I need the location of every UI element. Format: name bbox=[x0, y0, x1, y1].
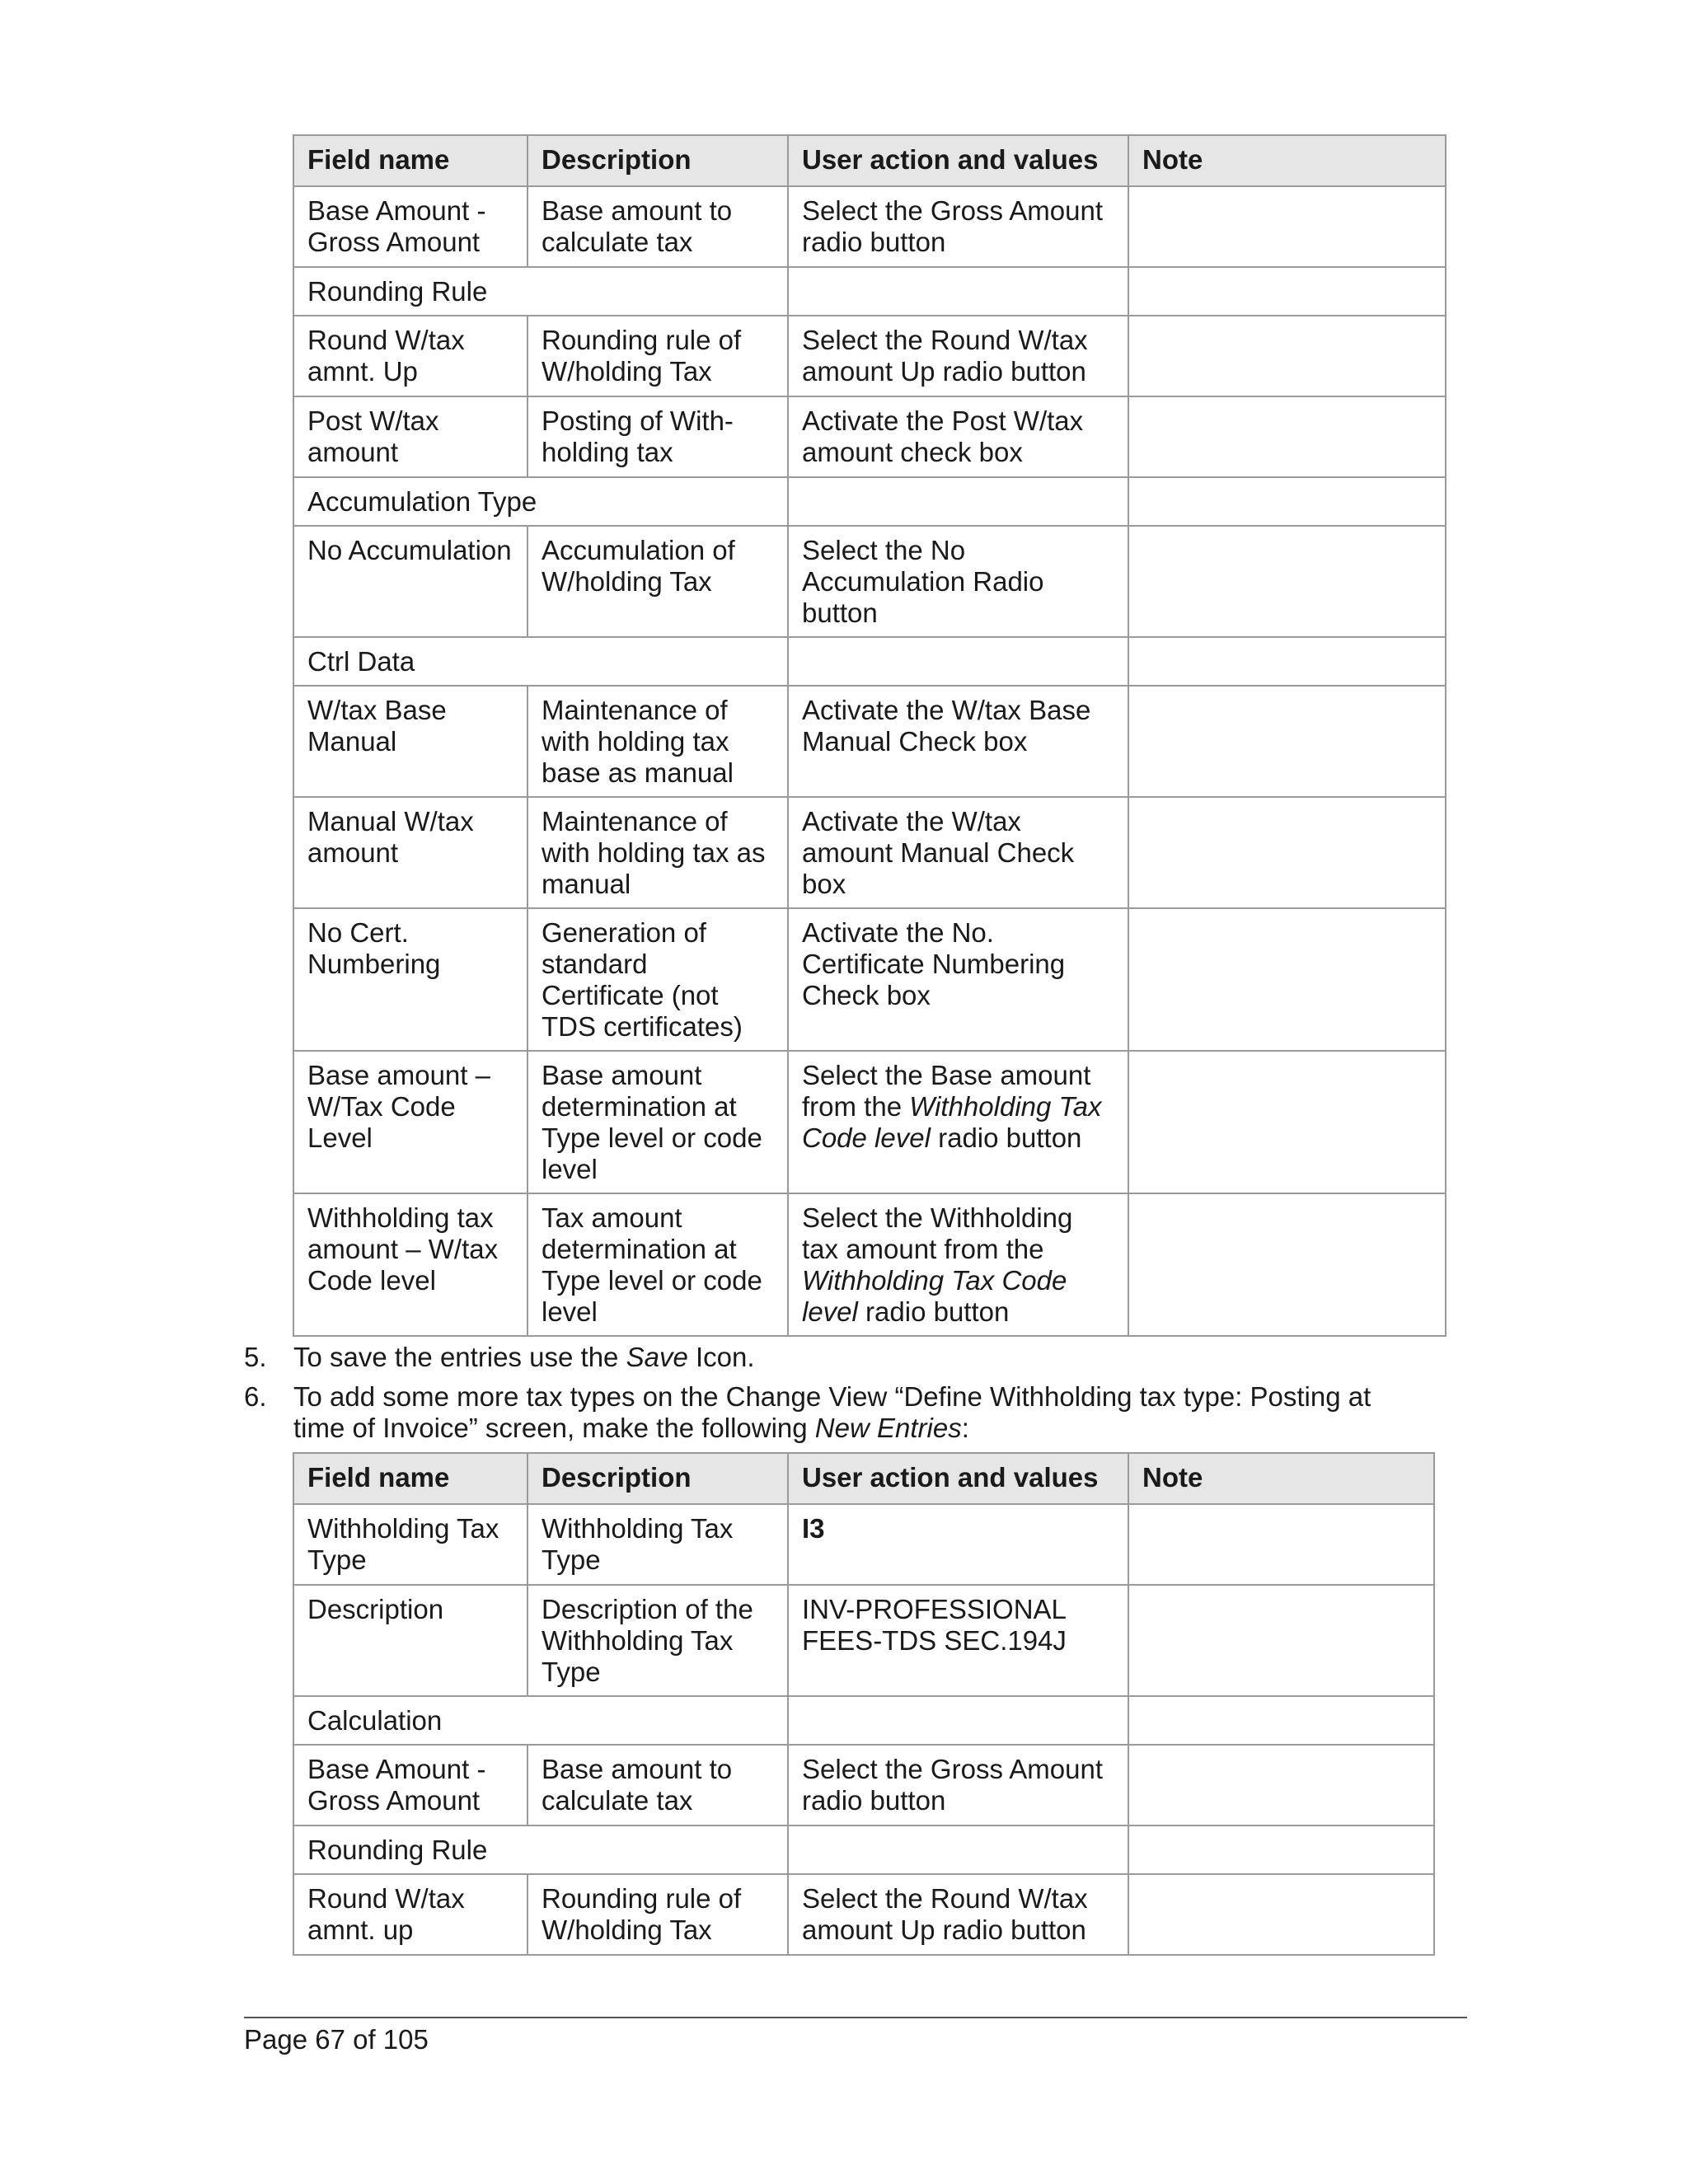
header-note: Note bbox=[1128, 135, 1446, 186]
description-cell: Posting of With-holding tax bbox=[528, 396, 788, 477]
description-cell: Maintenance of with holding tax as manual bbox=[528, 797, 788, 908]
new-entries-table bbox=[293, 1452, 1435, 1956]
table-row bbox=[293, 526, 1446, 637]
user-action-cell: Activate the No. Certificate Numbering Check box bbox=[788, 908, 1128, 1051]
action-text: Select the Base amount from the bbox=[802, 1060, 1091, 1122]
table-header-row bbox=[293, 135, 1446, 186]
note-cell bbox=[1128, 526, 1446, 637]
action-emphasis: Withholding Tax Code level bbox=[802, 1091, 1102, 1153]
user-action-cell: Activate the W/tax Base Manual Check box bbox=[788, 686, 1128, 797]
user-action-cell bbox=[788, 1193, 1128, 1336]
user-action-cell: Select the Gross Amount radio button bbox=[788, 186, 1128, 267]
note-cell bbox=[1128, 908, 1446, 1051]
empty-cell bbox=[788, 1696, 1128, 1745]
user-action-cell: Activate the Post W/tax amount check box bbox=[788, 396, 1128, 477]
step-text: To add some more tax types on the Change View “Define Withholding tax type: Posting at time of Invoice” screen, make the following bbox=[293, 1381, 1372, 1443]
field-name-cell: Base Amount -Gross Amount bbox=[293, 1745, 528, 1825]
section-row bbox=[293, 267, 1446, 316]
section-label: Rounding Rule bbox=[293, 267, 788, 316]
section-label: Ctrl Data bbox=[293, 637, 788, 686]
header-description: Description bbox=[528, 1453, 788, 1504]
description-cell: Base amount to calculate tax bbox=[528, 1745, 788, 1825]
empty-cell bbox=[788, 637, 1128, 686]
note-cell bbox=[1128, 1745, 1434, 1825]
user-action-cell: Activate the W/tax amount Manual Check box bbox=[788, 797, 1128, 908]
description-cell: Generation of standard Certificate (not TDS certificates) bbox=[528, 908, 788, 1051]
user-action-cell bbox=[788, 1051, 1128, 1193]
table-row bbox=[293, 1745, 1434, 1825]
field-name-cell: Round W/tax amnt. Up bbox=[293, 316, 528, 396]
user-action-cell: Select the Gross Amount radio button bbox=[788, 1745, 1128, 1825]
section-row bbox=[293, 1696, 1434, 1745]
field-name-cell: Base Amount -Gross Amount bbox=[293, 186, 528, 267]
field-name-cell: W/tax Base Manual bbox=[293, 686, 528, 797]
field-name-cell: Post W/tax amount bbox=[293, 396, 528, 477]
description-cell: Tax amount determination at Type level or code level bbox=[528, 1193, 788, 1336]
description-cell: Withholding Tax Type bbox=[528, 1504, 788, 1585]
step-item bbox=[244, 1381, 1414, 1444]
header-field-name: Field name bbox=[293, 135, 528, 186]
table-row bbox=[293, 1051, 1446, 1193]
note-cell bbox=[1128, 1051, 1446, 1193]
header-user-action: User action and values bbox=[788, 1453, 1128, 1504]
table-row bbox=[293, 396, 1446, 477]
header-user-action: User action and values bbox=[788, 135, 1128, 186]
note-cell bbox=[1128, 797, 1446, 908]
tax-type-code: I3 bbox=[802, 1513, 825, 1544]
field-name-cell: No Accumulation bbox=[293, 526, 528, 637]
action-text: Select the Withholding tax amount from the bbox=[802, 1202, 1073, 1264]
field-name-cell: Base amount – W/Tax Code Level bbox=[293, 1051, 528, 1193]
page-number: Page 67 of 105 bbox=[244, 2024, 429, 2055]
user-action-cell: INV-PROFESSIONAL FEES-TDS SEC.194J bbox=[788, 1585, 1128, 1696]
empty-cell bbox=[1128, 267, 1446, 316]
section-label: Calculation bbox=[293, 1696, 788, 1745]
note-cell bbox=[1128, 396, 1446, 477]
action-text: radio button bbox=[930, 1122, 1082, 1153]
table-row bbox=[293, 797, 1446, 908]
note-cell bbox=[1128, 1504, 1434, 1585]
note-cell bbox=[1128, 1585, 1434, 1696]
note-cell bbox=[1128, 686, 1446, 797]
header-note: Note bbox=[1128, 1453, 1434, 1504]
description-cell: Base amount determination at Type level or code level bbox=[528, 1051, 788, 1193]
note-cell bbox=[1128, 1193, 1446, 1336]
note-cell bbox=[1128, 1874, 1434, 1955]
table-row bbox=[293, 1504, 1434, 1585]
section-label: Rounding Rule bbox=[293, 1825, 788, 1874]
instruction-steps bbox=[244, 1342, 1414, 1452]
action-text: radio button bbox=[857, 1296, 1010, 1327]
step-text: To save the entries use the bbox=[293, 1342, 626, 1372]
step-number: 5. bbox=[244, 1342, 267, 1372]
table-row bbox=[293, 186, 1446, 267]
description-cell: Rounding rule of W/holding Tax bbox=[528, 1874, 788, 1955]
table-row bbox=[293, 1585, 1434, 1696]
step-text: Icon. bbox=[687, 1342, 755, 1372]
table-header-row bbox=[293, 1453, 1434, 1504]
action-emphasis: Withholding Tax Code level bbox=[802, 1265, 1067, 1327]
withholding-tax-settings-table bbox=[293, 134, 1447, 1337]
empty-cell bbox=[1128, 637, 1446, 686]
section-label: Accumulation Type bbox=[293, 477, 788, 526]
field-name-cell: No Cert. Numbering bbox=[293, 908, 528, 1051]
section-row bbox=[293, 477, 1446, 526]
header-field-name: Field name bbox=[293, 1453, 528, 1504]
section-row bbox=[293, 637, 1446, 686]
table-row bbox=[293, 686, 1446, 797]
step-number: 6. bbox=[244, 1381, 267, 1412]
header-description: Description bbox=[528, 135, 788, 186]
empty-cell bbox=[788, 477, 1128, 526]
empty-cell bbox=[1128, 477, 1446, 526]
empty-cell bbox=[788, 267, 1128, 316]
field-name-cell: Round W/tax amnt. up bbox=[293, 1874, 528, 1955]
user-action-cell: Select the No Accumulation Radio button bbox=[788, 526, 1128, 637]
section-row bbox=[293, 1825, 1434, 1874]
field-name-cell: Manual W/tax amount bbox=[293, 797, 528, 908]
step-text: : bbox=[961, 1413, 969, 1443]
field-name-cell: Description bbox=[293, 1585, 528, 1696]
empty-cell bbox=[1128, 1825, 1434, 1874]
description-cell: Maintenance of with holding tax base as manual bbox=[528, 686, 788, 797]
user-action-cell: Select the Round W/tax amount Up radio button bbox=[788, 1874, 1128, 1955]
field-name-cell: Withholding Tax Type bbox=[293, 1504, 528, 1585]
description-cell: Base amount to calculate tax bbox=[528, 186, 788, 267]
table-row bbox=[293, 1193, 1446, 1336]
empty-cell bbox=[1128, 1696, 1434, 1745]
description-cell: Rounding rule of W/holding Tax bbox=[528, 316, 788, 396]
description-cell: Description of the Withholding Tax Type bbox=[528, 1585, 788, 1696]
table-row bbox=[293, 316, 1446, 396]
description-cell: Accumulation of W/holding Tax bbox=[528, 526, 788, 637]
step-item bbox=[244, 1342, 1414, 1373]
footer-divider bbox=[244, 2017, 1467, 2018]
step-emphasis: Save bbox=[626, 1342, 688, 1372]
note-cell bbox=[1128, 316, 1446, 396]
user-action-cell bbox=[788, 1504, 1128, 1585]
note-cell bbox=[1128, 186, 1446, 267]
table-row bbox=[293, 908, 1446, 1051]
empty-cell bbox=[788, 1825, 1128, 1874]
user-action-cell: Select the Round W/tax amount Up radio button bbox=[788, 316, 1128, 396]
field-name-cell: Withholding tax amount – W/tax Code level bbox=[293, 1193, 528, 1336]
step-emphasis: New Entries bbox=[814, 1413, 962, 1443]
table-row bbox=[293, 1874, 1434, 1955]
